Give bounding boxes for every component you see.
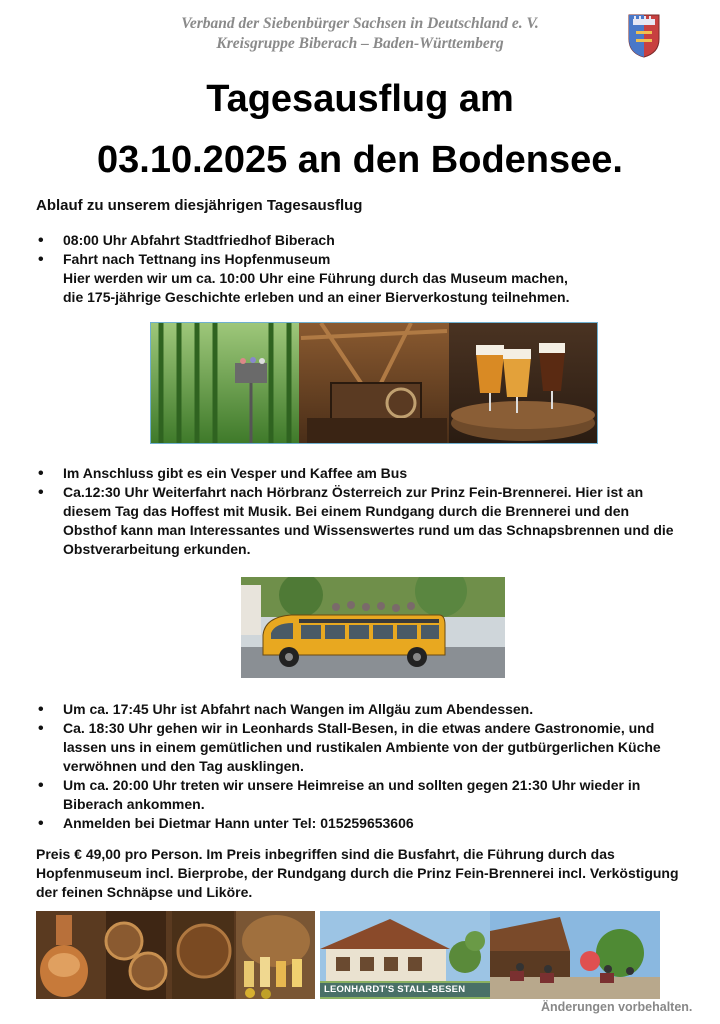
changes-reserved-note: Änderungen vorbehalten.	[541, 1000, 693, 1014]
list-item: • Um ca. 17:45 Uhr ist Abfahrt nach Wangen im Allgäu zum Abendessen.	[36, 700, 686, 719]
stall-besen-photo-caption: LEONHARDT'S STALL-BESEN	[324, 984, 466, 995]
page-title-line-2: 03.10.2025 an den Bodensee.	[97, 139, 623, 181]
distillery-photos	[36, 911, 315, 999]
schedule-list-afternoon	[36, 464, 686, 559]
yellow-bus-photo	[241, 577, 505, 678]
photo-strip-hopfenmuseum	[150, 322, 598, 444]
museum-description	[63, 269, 703, 307]
list-item: • Ca.12:30 Uhr Weiterfahrt nach Hörbranz Österreich zur Prinz Fein-Brennerei. Hier ist an diesem Tag das Hoffest mit Musik. Bei einem Rundgang durch die Brennerei und den Obsthof kann man Interessantes und Wissenswertes rund um das Schnapsbrennen und die Obstverarbeitung erkunden.	[36, 483, 686, 559]
list-item: • 08:00 Uhr Abfahrt Stadtfriedhof Biberach	[36, 231, 686, 250]
schedule-heading: Ablauf zu unserem diesjährigen Tagesausflug	[36, 197, 363, 214]
museum-description-line: Hier werden wir um ca. 10:00 Uhr eine Führung durch das Museum machen,	[63, 270, 568, 286]
photo-terrace	[490, 911, 660, 999]
association-header	[0, 14, 720, 54]
list-item: • Fahrt nach Tettnang ins Hopfenmuseum	[36, 250, 686, 269]
page-title-line-1: Tagesausflug am	[206, 78, 514, 120]
museum-description-line: die 175-jährige Geschichte erleben und an einer Bierverkostung teilnehmen.	[63, 289, 570, 305]
photo-distillery	[36, 911, 315, 999]
list-item: • Anmelden bei Dietmar Hann unter Tel: 015259653606	[36, 814, 686, 833]
photo-stall-besen	[320, 911, 490, 999]
photo-vintage-bus	[241, 577, 505, 678]
coat-of-arms-icon	[627, 13, 661, 59]
association-name: Verband der Siebenbürger Sachsen in Deutschland e. V.	[181, 15, 539, 32]
terrace-dining-photo	[490, 911, 660, 999]
hop-field-and-beer-photos	[151, 323, 597, 443]
list-item: • Ca. 18:30 Uhr gehen wir in Leonhards Stall-Besen, in die etwas andere Gastronomie, und lassen uns in einem gemütlichen und rustikalen Ambiente von der gutbürgerlichen Küche verwöhnen und den Tag ausklingen.	[36, 719, 686, 776]
schedule-list-morning	[36, 231, 686, 269]
district-group: Kreisgruppe Biberach – Baden-Württemberg	[216, 35, 504, 52]
list-item: • Im Anschluss gibt es ein Vesper und Kaffee am Bus	[36, 464, 686, 483]
list-item: • Um ca. 20:00 Uhr treten wir unsere Heimreise an und sollten gegen 21:30 Uhr wieder in Biberach ankommen.	[36, 776, 686, 814]
schedule-list-evening	[36, 700, 686, 833]
price-info: Preis € 49,00 pro Person. Im Preis inbegriffen sind die Busfahrt, die Führung durch das Hopfenmuseum incl. Bierprobe, der Rundgang durch die Prinz Fein-Brennerei incl. Verköstigung der feinen Schnäpse und Liköre.	[36, 846, 679, 900]
